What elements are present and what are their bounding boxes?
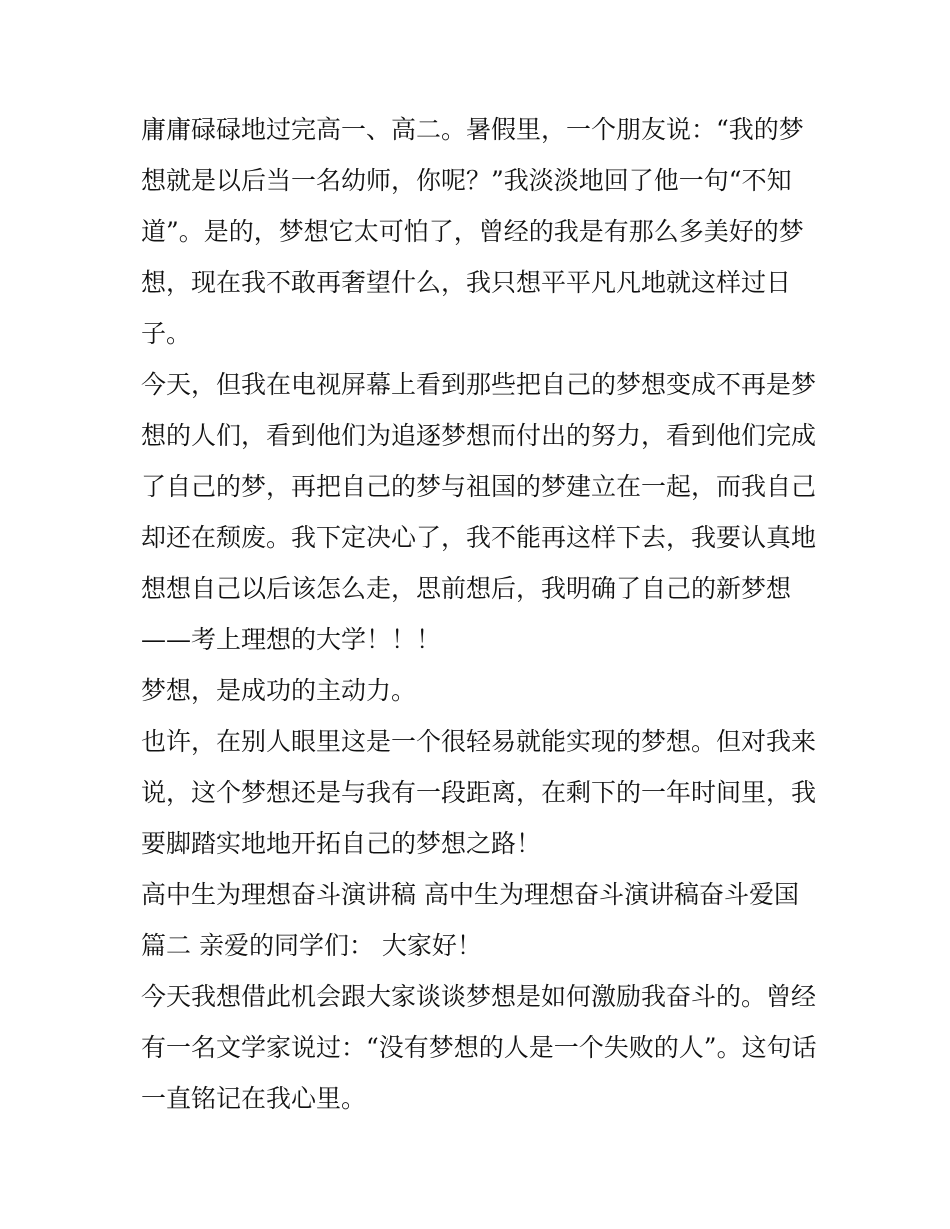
text-line: 篇二 亲爱的同学们： 大家好！: [141, 931, 482, 960]
text-line: 今天，但我在电视屏幕上看到那些把自己的梦想变成不再是梦: [141, 370, 817, 399]
document-body: [141, 104, 821, 1124]
text-line: 高中生为理想奋斗演讲稿 高中生为理想奋斗演讲稿奋斗爱国: [141, 880, 799, 909]
text-line: 想就是以后当一名幼师，你呢？”我淡淡地回了他一句“不知: [141, 166, 792, 195]
text-line: 道”。是的，梦想它太可怕了，曾经的我是有那么多美好的梦: [141, 217, 804, 246]
text-line: 却还在颓废。我下定决心了，我不能再这样下去，我要认真地: [141, 523, 817, 552]
text-line: 想想自己以后该怎么走，思前想后，我明确了自己的新梦想: [141, 574, 792, 603]
text-line: 有一名文学家说过：“没有梦想的人是一个失败的人”。这句话: [141, 1033, 817, 1062]
text-line: ——考上理想的大学！！！: [141, 625, 442, 654]
text-line: 庸庸碌碌地过完高一、高二。暑假里，一个朋友说：“我的梦: [141, 115, 804, 144]
text-line: 了自己的梦，再把自己的梦与祖国的梦建立在一起，而我自己: [141, 472, 817, 501]
text-line: 梦想，是成功的主动力。: [141, 676, 417, 705]
text-line: 也许，在别人眼里这是一个很轻易就能实现的梦想。但对我来: [141, 727, 817, 756]
text-line: 要脚踏实地地开拓自己的梦想之路！: [141, 829, 542, 858]
text-line: 一直铭记在我心里。: [141, 1084, 367, 1113]
text-line: 想，现在我不敢再奢望什么，我只想平平凡凡地就这样过日: [141, 268, 792, 297]
text-line: 今天我想借此机会跟大家谈谈梦想是如何激励我奋斗的。曾经: [141, 982, 817, 1011]
text-line: 想的人们，看到他们为追逐梦想而付出的努力，看到他们完成: [141, 421, 817, 450]
text-line: 说，这个梦想还是与我有一段距离，在剩下的一年时间里，我: [141, 778, 817, 807]
text-line: 子。: [141, 319, 192, 348]
